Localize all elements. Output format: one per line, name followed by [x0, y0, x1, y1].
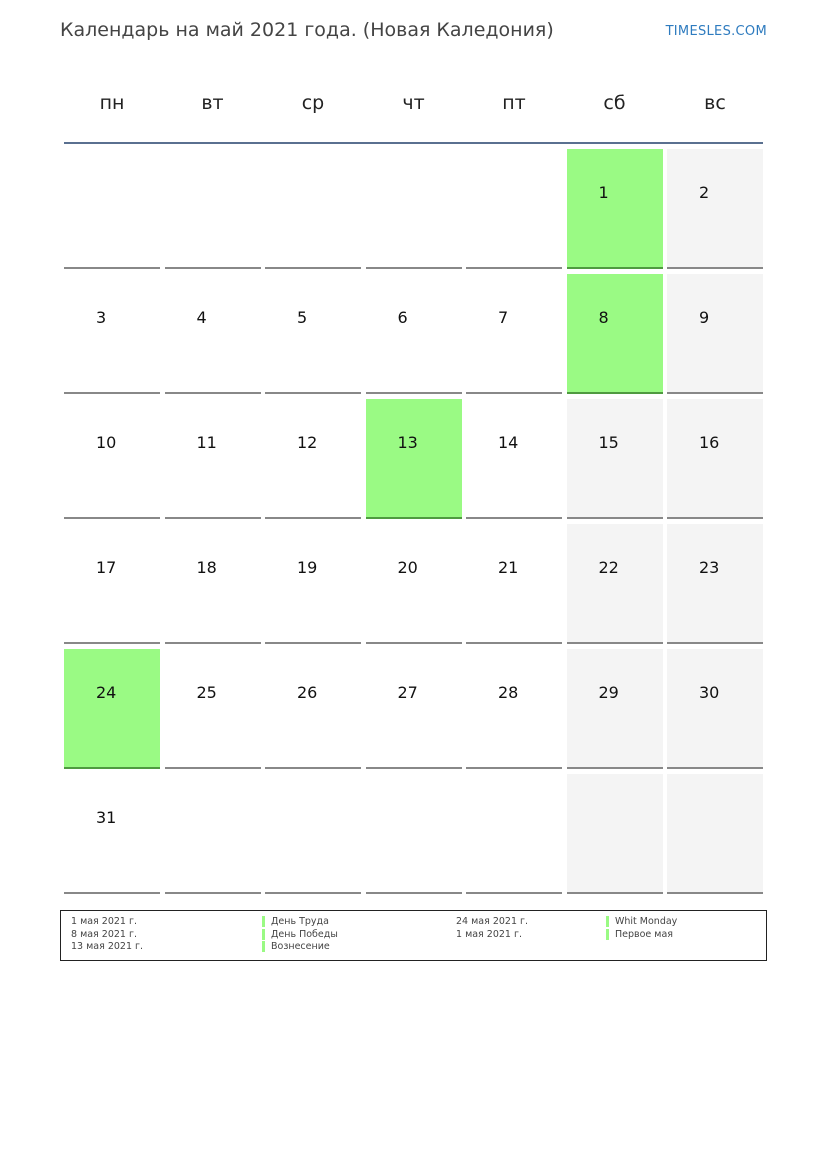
day-number: 24	[96, 683, 117, 702]
weekday-wed: ср	[301, 92, 325, 114]
day-cell-3[interactable]	[64, 274, 160, 394]
legend-date: 13 мая 2021 г.	[71, 941, 144, 952]
day-number: 31	[96, 808, 117, 827]
day-number: 5	[297, 308, 308, 327]
day-number: 29	[598, 683, 619, 702]
day-number: 20	[397, 558, 418, 577]
day-cell-19[interactable]	[265, 524, 361, 644]
day-number: 11	[196, 433, 217, 452]
day-cell-21[interactable]	[466, 524, 562, 644]
day-number: 28	[498, 683, 519, 702]
weekday-sat: сб	[603, 92, 626, 114]
day-cell-14[interactable]	[466, 399, 562, 519]
weekday-header	[64, 92, 763, 116]
legend-holiday-name: День Победы	[262, 929, 338, 940]
weekday-mon: пн	[99, 92, 125, 114]
day-cell-23[interactable]	[667, 524, 763, 644]
calendar-grid	[64, 149, 763, 894]
day-number: 30	[699, 683, 720, 702]
day-number: 8	[598, 308, 609, 327]
day-cell-28[interactable]	[466, 649, 562, 769]
empty-cell	[265, 149, 361, 269]
day-cell-2[interactable]	[667, 149, 763, 269]
day-number: 10	[96, 433, 117, 452]
holiday-legend	[60, 910, 767, 961]
day-number: 16	[699, 433, 720, 452]
empty-cell	[165, 149, 261, 269]
day-number: 4	[196, 308, 207, 327]
day-cell-13[interactable]	[366, 399, 462, 519]
day-number: 13	[397, 433, 418, 452]
empty-cell	[567, 774, 663, 894]
day-cell-16[interactable]	[667, 399, 763, 519]
day-number: 26	[297, 683, 318, 702]
weekday-thu: чт	[402, 92, 425, 114]
legend-holiday-name: День Труда	[262, 916, 329, 927]
empty-cell	[366, 774, 462, 894]
day-number: 25	[196, 683, 217, 702]
day-cell-6[interactable]	[366, 274, 462, 394]
legend-date: 8 мая 2021 г.	[71, 928, 137, 940]
day-number: 17	[96, 558, 117, 577]
legend-date: 24 мая 2021 г.	[456, 916, 529, 927]
day-number: 22	[598, 558, 619, 577]
day-cell-7[interactable]	[466, 274, 562, 394]
day-cell-27[interactable]	[366, 649, 462, 769]
day-cell-4[interactable]	[165, 274, 261, 394]
empty-cell	[366, 149, 462, 269]
day-cell-10[interactable]	[64, 399, 160, 519]
empty-cell	[466, 774, 562, 894]
day-cell-17[interactable]	[64, 524, 160, 644]
brand-link[interactable]: TIMESLES.COM	[665, 24, 767, 39]
day-cell-8[interactable]	[567, 274, 663, 394]
day-cell-11[interactable]	[165, 399, 261, 519]
day-number: 21	[498, 558, 519, 577]
day-number: 18	[196, 558, 217, 577]
empty-cell	[265, 774, 361, 894]
day-cell-25[interactable]	[165, 649, 261, 769]
day-cell-24[interactable]	[64, 649, 160, 769]
day-number: 9	[699, 308, 710, 327]
day-number: 19	[297, 558, 318, 577]
day-cell-1[interactable]	[567, 149, 663, 269]
header-divider	[64, 142, 763, 144]
day-cell-12[interactable]	[265, 399, 361, 519]
empty-cell	[64, 149, 160, 269]
empty-cell	[165, 774, 261, 894]
day-number: 1	[598, 183, 609, 202]
legend-holiday-name: Вознесение	[262, 941, 330, 952]
day-cell-5[interactable]	[265, 274, 361, 394]
day-number: 14	[498, 433, 519, 452]
legend-date: 1 мая 2021 г.	[456, 928, 522, 940]
day-cell-15[interactable]	[567, 399, 663, 519]
day-cell-29[interactable]	[567, 649, 663, 769]
weekday-fri: пт	[502, 92, 526, 114]
day-number: 7	[498, 308, 509, 327]
weekday-sun: вс	[704, 92, 726, 114]
day-number: 15	[598, 433, 619, 452]
day-number: 6	[397, 308, 408, 327]
empty-cell	[466, 149, 562, 269]
day-cell-18[interactable]	[165, 524, 261, 644]
day-cell-20[interactable]	[366, 524, 462, 644]
day-cell-22[interactable]	[567, 524, 663, 644]
legend-holiday-name: Первое мая	[606, 929, 673, 940]
page-title: Календарь на май 2021 года. (Новая Каледония)	[60, 19, 554, 41]
legend-date: 1 мая 2021 г.	[71, 916, 137, 927]
day-cell-9[interactable]	[667, 274, 763, 394]
weekday-tue: вт	[201, 92, 224, 114]
day-number: 12	[297, 433, 318, 452]
legend-holiday-name: Whit Monday	[606, 916, 677, 927]
day-cell-30[interactable]	[667, 649, 763, 769]
day-cell-26[interactable]	[265, 649, 361, 769]
empty-cell	[667, 774, 763, 894]
day-number: 2	[699, 183, 710, 202]
day-number: 23	[699, 558, 720, 577]
day-number: 27	[397, 683, 418, 702]
day-cell-31[interactable]	[64, 774, 160, 894]
day-number: 3	[96, 308, 107, 327]
